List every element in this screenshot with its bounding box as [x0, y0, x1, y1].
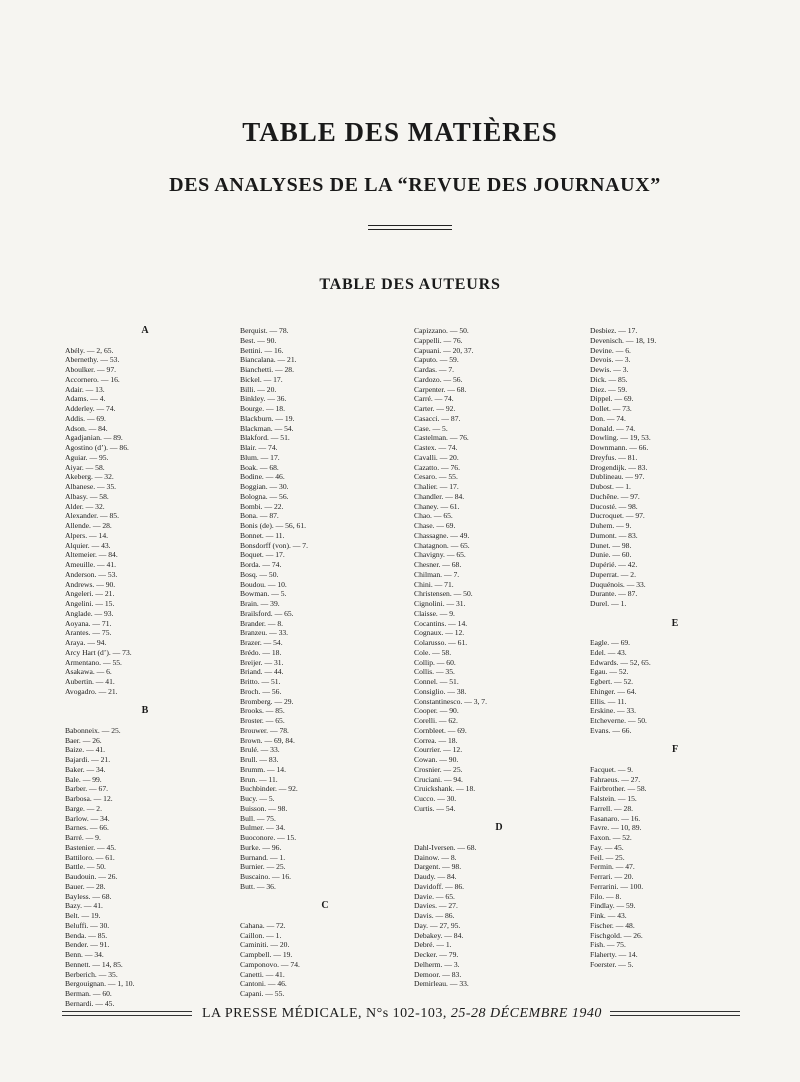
author-entry: Barnes. — 66. — [65, 823, 109, 833]
author-entry: Bazy. — 41. — [65, 901, 103, 911]
letter-heading: B — [141, 705, 149, 717]
author-entry: Best. — 90. — [240, 335, 277, 345]
author-entry: Carter. — 92. — [414, 404, 456, 413]
author-entry: Dargent. — 98. — [414, 862, 462, 872]
letter-heading: E — [671, 617, 679, 629]
author-entry: Accornero. — 16. — [65, 374, 120, 384]
author-entry: Etcheverne. — 50. — [590, 716, 647, 725]
author-entry: Curtis. — 54. — [414, 803, 456, 813]
author-entry: Erskine. — 33. — [590, 706, 636, 716]
author-entry: Cappelli. — 76. — [414, 335, 463, 345]
author-entry: Desbiez. — 17. — [590, 326, 638, 335]
author-entry: Castex. — 74. — [414, 443, 458, 452]
author-entry: Bettini. — 16. — [240, 345, 284, 355]
author-entry: Binkley. — 36. — [240, 394, 287, 404]
author-entry: Bucy. — 5. — [240, 794, 275, 803]
author-entry: Foerster. — 5. — [590, 959, 634, 969]
author-entry: Cowan. — 90. — [414, 755, 459, 764]
author-entry: Anglade. — 93. — [65, 608, 114, 618]
author-entry: Cardas. — 7. — [414, 365, 455, 374]
author-entry: Downmann. — 66. — [590, 443, 649, 452]
author-entry: Davis. — 86. — [414, 911, 455, 920]
author-entry: Brulé. — 33. — [240, 745, 280, 755]
footer-date: 25-28 DÉCEMBRE 1940 — [450, 1006, 602, 1021]
author-entry: Butt. — 36. — [240, 881, 276, 891]
author-entry: Durante. — 87. — [590, 589, 638, 599]
author-entry: Brooks. — 85. — [240, 706, 285, 716]
author-entry: Berberich. — 35. — [65, 969, 118, 979]
author-entry: Burnand. — 1. — [240, 852, 286, 862]
author-entry: Cazatto. — 76. — [414, 462, 460, 472]
author-entry: Abernethy. — 53. — [65, 355, 120, 365]
author-entry: Collip. — 60. — [414, 657, 456, 667]
footer — [62, 1006, 742, 1022]
author-entry: Aiyar. — 58. — [65, 462, 105, 472]
author-entry: Fairbrother. — 58. — [590, 784, 647, 794]
page-title: TABLE DES MATIÈRES — [242, 117, 558, 147]
letter-spacer — [65, 716, 230, 726]
author-entry: Bodine. — 46. — [240, 472, 285, 482]
author-entry: Feil. — 25. — [590, 852, 625, 862]
author-entry: Broster. — 65. — [240, 716, 285, 725]
author-entry: Bombi. — 22. — [240, 501, 284, 511]
author-entry: Aguiar. — 95. — [65, 452, 109, 462]
author-entry: Albasy. — 58. — [65, 491, 109, 501]
author-entry: Akeberg. — 32. — [65, 472, 114, 482]
author-entry: Demirleau. — 33. — [414, 979, 469, 989]
title-divider — [368, 225, 452, 230]
author-entry: Adson. — 84. — [65, 423, 108, 433]
author-entry: Courrier. — 12. — [414, 745, 463, 755]
author-entry: Barbosa. — 12. — [65, 794, 113, 803]
author-entry: Burnier. — 25. — [240, 862, 286, 872]
author-entry: Case. — 5. — [414, 423, 448, 433]
author-entry: Abély. — 2, 65. — [65, 345, 114, 355]
author-entry: Corelli. — 62. — [414, 716, 458, 725]
author-entry: Camponovo. — 74. — [240, 959, 300, 969]
author-entry: Barge. — 2. — [65, 803, 102, 813]
author-entry: Avogadro. — 21. — [65, 686, 118, 696]
author-entry: Aoyana. — 71. — [65, 618, 112, 628]
author-entry: Ducosté. — 98. — [590, 501, 638, 511]
author-entry: Drogendijk. — 83. — [590, 462, 648, 472]
author-entry: Cahana. — 72. — [240, 920, 286, 930]
author-entry: Breijer. — 31. — [240, 657, 284, 667]
author-entry: Bonsdorff (von). — 7. — [240, 540, 308, 550]
author-entry: Buisson. — 98. — [240, 803, 288, 813]
author-entry: Dreyfus. — 81. — [590, 452, 638, 462]
author-entry: Ferrarini. — 100. — [590, 881, 644, 891]
author-column-1 — [65, 326, 230, 1009]
author-entry: Baudouin. — 26. — [65, 872, 118, 881]
author-entry: Blackburn. — 19. — [240, 413, 295, 423]
author-entry: Evans. — 66. — [590, 725, 632, 735]
author-entry: Correa. — 18. — [414, 735, 458, 745]
author-entry: Fink. — 43. — [590, 911, 627, 920]
author-column-3 — [414, 326, 584, 989]
author-entry: Benn. — 34. — [65, 950, 104, 959]
author-entry: Beluffi. — 30. — [65, 920, 110, 930]
author-entry: Bourge. — 18. — [240, 404, 285, 413]
author-entry: Chase. — 69. — [414, 521, 456, 530]
author-entry: Ellis. — 11. — [590, 696, 627, 706]
author-entry: Delherm. — 3. — [414, 959, 460, 969]
author-entry: Cardozo. — 56. — [414, 374, 463, 384]
author-entry: Fermin. — 47. — [590, 862, 635, 872]
author-entry: Chao. — 65. — [414, 511, 453, 521]
author-entry: Blair. — 74. — [240, 443, 278, 452]
author-entry: Belt. — 19. — [65, 911, 101, 920]
author-entry: Dublineau. — 97. — [590, 472, 645, 482]
author-entry: Altemeier. — 84. — [65, 550, 118, 560]
footer-issue: N°s 102-103, — [366, 1006, 447, 1021]
author-entry: Falstein. — 15. — [590, 794, 637, 803]
footer-text — [202, 1006, 602, 1022]
author-entry: Egau. — 52. — [590, 667, 629, 677]
author-entry: Eagle. — 69. — [590, 638, 631, 647]
author-entry: Chesner. — 68. — [414, 560, 462, 569]
author-entry: Dumont. — 83. — [590, 530, 638, 540]
author-entry: Collis. — 35. — [414, 667, 455, 677]
author-entry: Allende. — 28. — [65, 521, 112, 530]
author-entry: Briand. — 44. — [240, 667, 284, 677]
author-entry: Demoor. — 83. — [414, 969, 462, 979]
author-entry: Angelini. — 15. — [65, 599, 115, 608]
author-entry: Cornbleet. — 69. — [414, 725, 467, 735]
author-entry: Agostino (d’). — 86. — [65, 443, 129, 452]
letter-heading: D — [495, 822, 503, 834]
author-entry: Boudou. — 10. — [240, 579, 287, 589]
author-entry: Cocantins. — 14. — [414, 618, 468, 628]
author-entry: Armentano. — 55. — [65, 657, 122, 667]
author-entry: Benda. — 85. — [65, 930, 108, 940]
author-entry: Chavigny. — 65. — [414, 550, 466, 560]
letter-spacer — [590, 628, 760, 638]
author-entry: Brouwer. — 78. — [240, 725, 289, 735]
footer-journal: LA PRESSE MÉDICALE, — [202, 1006, 363, 1021]
author-entry: Duquénois. — 33. — [590, 579, 646, 589]
author-entry: Brédo. — 18. — [240, 647, 282, 657]
author-entry: Baker. — 34. — [65, 764, 106, 774]
author-entry: Ducroquet. — 97. — [590, 511, 645, 521]
author-entry: Castelman. — 76. — [414, 433, 469, 443]
author-entry: Brain. — 39. — [240, 599, 280, 608]
author-entry: Cavalli. — 20. — [414, 452, 459, 462]
author-entry: Agadjanian. — 89. — [65, 433, 123, 443]
author-entry: Cole. — 58. — [414, 647, 452, 657]
author-entry: Davidoff. — 86. — [414, 881, 465, 891]
author-entry: Chassagne. — 49. — [414, 530, 470, 540]
author-entry: Cantoni. — 46. — [240, 979, 287, 989]
author-entry: Boak. — 68. — [240, 462, 279, 472]
author-entry: Anderson. — 53. — [65, 569, 118, 579]
author-entry: Cignolini. — 31. — [414, 599, 466, 608]
author-entry: Chaney. — 61. — [414, 501, 460, 511]
author-entry: Barré. — 9. — [65, 833, 101, 842]
author-entry: Fasanaro. — 16. — [590, 813, 641, 823]
author-entry: Bernardi. — 45. — [65, 998, 115, 1008]
author-entry: Cruciani. — 94. — [414, 774, 463, 784]
author-entry: Alexander. — 85. — [65, 511, 119, 521]
page-subtitle: DES ANALYSES DE LA “REVUE DES JOURNAUX” — [169, 174, 661, 196]
author-entry: Dippel. — 69. — [590, 394, 634, 404]
author-entry: Filo. — 8. — [590, 891, 622, 901]
author-entry: Fischgold. — 26. — [590, 930, 643, 940]
letter-spacer — [65, 336, 230, 346]
author-entry: Bergouignan. — 1, 10. — [65, 979, 135, 989]
author-entry: Adair. — 13. — [65, 384, 105, 394]
author-entry: Bosq. — 50. — [240, 569, 279, 579]
author-entry: Angeleri. — 21. — [65, 589, 115, 599]
author-entry: Blum. — 17. — [240, 452, 280, 462]
author-entry: Don. — 74. — [590, 413, 626, 423]
author-entry: Arantes. — 75. — [65, 628, 112, 638]
author-entry: Barlow. — 34. — [65, 813, 110, 823]
author-entry: Davie. — 65. — [414, 891, 455, 901]
author-entry: Caillon. — 1. — [240, 930, 282, 940]
author-entry: Favre. — 10, 89. — [590, 823, 642, 833]
author-entry: Bowman. — 5. — [240, 589, 287, 599]
author-entry: Egbert. — 52. — [590, 677, 634, 686]
author-entry: Debré. — 1. — [414, 940, 452, 950]
author-entry: Branzeu. — 33. — [240, 628, 289, 638]
author-entry: Dahl-Iversen. — 68. — [414, 842, 477, 852]
author-entry: Buscaino. — 16. — [240, 872, 292, 881]
letter-spacer — [414, 833, 584, 843]
author-entry: Adams. — 4. — [65, 394, 106, 404]
author-entry: Buchbinder. — 92. — [240, 784, 298, 794]
letter-heading: F — [671, 744, 679, 756]
author-entry: Fay. — 45. — [590, 842, 624, 852]
author-entry: Devois. — 3. — [590, 355, 631, 365]
section-title: TABLE DES AUTEURS — [319, 276, 501, 293]
author-entry: Britto. — 51. — [240, 677, 281, 686]
author-entry: Devenisch. — 18, 19. — [590, 335, 657, 345]
letter-spacer — [590, 755, 760, 765]
author-entry: Billi. — 20. — [240, 384, 277, 394]
author-entry: Bonnet. — 11. — [240, 530, 285, 540]
author-entry: Chandler. — 84. — [414, 491, 465, 501]
author-entry: Brazer. — 54. — [240, 638, 283, 647]
author-entry: Araya. — 94. — [65, 638, 107, 647]
author-entry: Boggian. — 30. — [240, 482, 289, 491]
author-entry: Albanese. — 35. — [65, 482, 117, 491]
author-column-2 — [240, 326, 410, 999]
author-entry: Boquet. — 17. — [240, 550, 285, 560]
author-entry: Chalier. — 17. — [414, 482, 459, 491]
author-entry: Cucco. — 30. — [414, 794, 457, 803]
author-entry: Adderley. — 74. — [65, 404, 116, 413]
author-entry: Broch. — 56. — [240, 686, 282, 696]
author-entry: Dowling. — 19, 53. — [590, 433, 651, 443]
author-entry: Cesaro. — 55. — [414, 472, 458, 482]
author-entry: Devine. — 6. — [590, 345, 631, 355]
author-entry: Diez. — 59. — [590, 384, 628, 394]
author-entry: Daudy. — 84. — [414, 872, 457, 881]
author-entry: Claisse. — 9. — [414, 608, 455, 618]
author-entry: Bologna. — 56. — [240, 491, 289, 501]
author-entry: Alpers. — 14. — [65, 530, 109, 540]
author-entry: Biancalana. — 21. — [240, 355, 297, 365]
author-entry: Brumm. — 14. — [240, 764, 286, 774]
author-entry: Canetti. — 41. — [240, 969, 285, 979]
author-entry: Bauer. — 28. — [65, 881, 106, 891]
author-entry: Dainow. — 8. — [414, 852, 457, 862]
author-entry: Duchêne. — 97. — [590, 491, 640, 501]
author-entry: Bonis (de). — 56, 61. — [240, 521, 307, 530]
author-entry: Colarusso. — 61. — [414, 638, 468, 647]
author-entry: Cognaux. — 12. — [414, 628, 465, 638]
author-entry: Facquet. — 9. — [590, 764, 634, 774]
author-entry: Andrews. — 90. — [65, 579, 116, 589]
author-entry: Capani. — 55. — [240, 989, 285, 998]
author-entry: Babonneix. — 25. — [65, 725, 121, 735]
author-entry: Flaherty. — 14. — [590, 950, 638, 959]
author-entry: Ehinger. — 64. — [590, 686, 637, 696]
author-entry: Brander. — 8. — [240, 618, 284, 628]
author-entry: Bona. — 87. — [240, 511, 279, 521]
author-entry: Baize. — 41. — [65, 745, 106, 755]
author-entry: Campbell. — 19. — [240, 950, 293, 959]
letter-spacer — [240, 911, 410, 921]
author-entry: Bender. — 91. — [65, 940, 110, 950]
author-entry: Alder. — 32. — [65, 501, 105, 511]
author-entry: Asakawa. — 6. — [65, 667, 112, 677]
author-entry: Durel. — 1. — [590, 599, 627, 608]
author-entry: Caputo. — 59. — [414, 355, 459, 365]
author-entry: Edwards. — 52, 65. — [590, 657, 651, 667]
author-entry: Faxon. — 52. — [590, 833, 632, 842]
author-entry: Dubost. — 1. — [590, 482, 631, 491]
author-entry: Bale. — 99. — [65, 774, 102, 784]
author-entry: Capuani. — 20, 37. — [414, 345, 474, 355]
author-entry: Fischer. — 48. — [590, 920, 635, 930]
author-entry: Arcy Hart (d’). — 73. — [65, 647, 132, 657]
author-entry: Bennett. — 14, 85. — [65, 959, 123, 969]
author-entry: Bayless. — 68. — [65, 891, 112, 901]
author-entry: Cooper. — 90. — [414, 706, 459, 716]
author-entry: Bulmer. — 34. — [240, 823, 286, 833]
author-entry: Baer. — 26. — [65, 735, 102, 745]
author-entry: Chatagnon. — 65. — [414, 540, 470, 550]
author-entry: Brown. — 69, 84. — [240, 735, 295, 745]
author-entry: Duhem. — 9. — [590, 521, 632, 530]
author-entry: Fahraeus. — 27. — [590, 774, 641, 784]
author-entry: Chilman. — 7. — [414, 569, 460, 579]
author-entry: Brun. — 11. — [240, 774, 278, 784]
author-entry: Battiloro. — 61. — [65, 852, 115, 862]
author-entry: Brull. — 83. — [240, 755, 279, 764]
author-entry: Blakford. — 51. — [240, 433, 290, 443]
author-entry: Capizzano. — 50. — [414, 326, 469, 335]
author-entry: Donald. — 74. — [590, 423, 636, 433]
author-entry: Bromberg. — 29. — [240, 696, 294, 706]
author-entry: Blackman. — 54. — [240, 423, 294, 433]
author-entry: Debakey. — 84. — [414, 930, 464, 940]
author-entry: Bastenier. — 45. — [65, 842, 117, 852]
author-entry: Aboulker. — 97. — [65, 365, 117, 374]
author-entry: Farrell. — 28. — [590, 803, 634, 813]
author-entry: Carpenter. — 68. — [414, 384, 467, 394]
author-entry: Ameuille. — 41. — [65, 560, 117, 569]
author-entry: Barber. — 67. — [65, 784, 109, 794]
author-entry: Decker. — 79. — [414, 950, 459, 959]
author-entry: Bianchetti. — 28. — [240, 365, 294, 374]
author-entry: Dunet. — 98. — [590, 540, 632, 550]
author-entry: Christensen. — 50. — [414, 589, 473, 599]
author-entry: Duperrat. — 2. — [590, 569, 636, 579]
author-entry: Dewis. — 3. — [590, 365, 629, 374]
author-entry: Borda. — 74. — [240, 560, 282, 569]
author-entry: Crosnier. — 25. — [414, 764, 463, 774]
author-entry: Burke. — 96. — [240, 842, 282, 852]
author-entry: Consiglio. — 38. — [414, 686, 467, 696]
author-column-4 — [590, 326, 760, 970]
author-entry: Chini. — 71. — [414, 579, 454, 589]
author-entry: Battle. — 50. — [65, 862, 106, 872]
author-entry: Day. — 27, 95. — [414, 920, 461, 930]
letter-heading: C — [321, 900, 329, 912]
author-entry: Constantinesco. — 3, 7. — [414, 696, 487, 706]
author-entry: Carré. — 74. — [414, 394, 454, 404]
author-entry: Dunie. — 60. — [590, 550, 632, 560]
author-entry: Bickel. — 17. — [240, 374, 283, 384]
author-entry: Bull. — 75. — [240, 813, 276, 823]
author-entry: Fish. — 75. — [590, 940, 626, 950]
letter-heading: A — [141, 325, 149, 336]
author-entry: Addis. — 69. — [65, 413, 106, 423]
author-entry: Ferrari. — 20. — [590, 872, 634, 881]
author-entry: Connel. — 51. — [414, 677, 459, 686]
footer-rule-left — [62, 1011, 192, 1016]
author-entry: Findlay. — 59. — [590, 901, 636, 911]
author-entry: Berquist. — 78. — [240, 326, 289, 335]
author-entry: Buoconore. — 15. — [240, 833, 297, 842]
author-entry: Dupérié. — 42. — [590, 560, 638, 569]
author-entry: Casacci. — 87. — [414, 413, 461, 423]
author-entry: Edel. — 43. — [590, 647, 627, 657]
author-entry: Dick. — 85. — [590, 374, 628, 384]
author-entry: Alquier. — 43. — [65, 540, 111, 550]
author-entry: Brailsford. — 65. — [240, 608, 294, 618]
author-entry: Caminiti. — 20. — [240, 940, 290, 950]
author-entry: Bajardi. — 21. — [65, 755, 111, 764]
author-entry: Dollet. — 73. — [590, 404, 632, 413]
author-entry: Berman. — 60. — [65, 989, 112, 998]
author-entry: Aubertin. — 41. — [65, 677, 115, 686]
author-entry: Cruickshank. — 18. — [414, 784, 476, 794]
author-entry: Davies. — 27. — [414, 901, 458, 911]
footer-rule-right — [610, 1011, 740, 1016]
